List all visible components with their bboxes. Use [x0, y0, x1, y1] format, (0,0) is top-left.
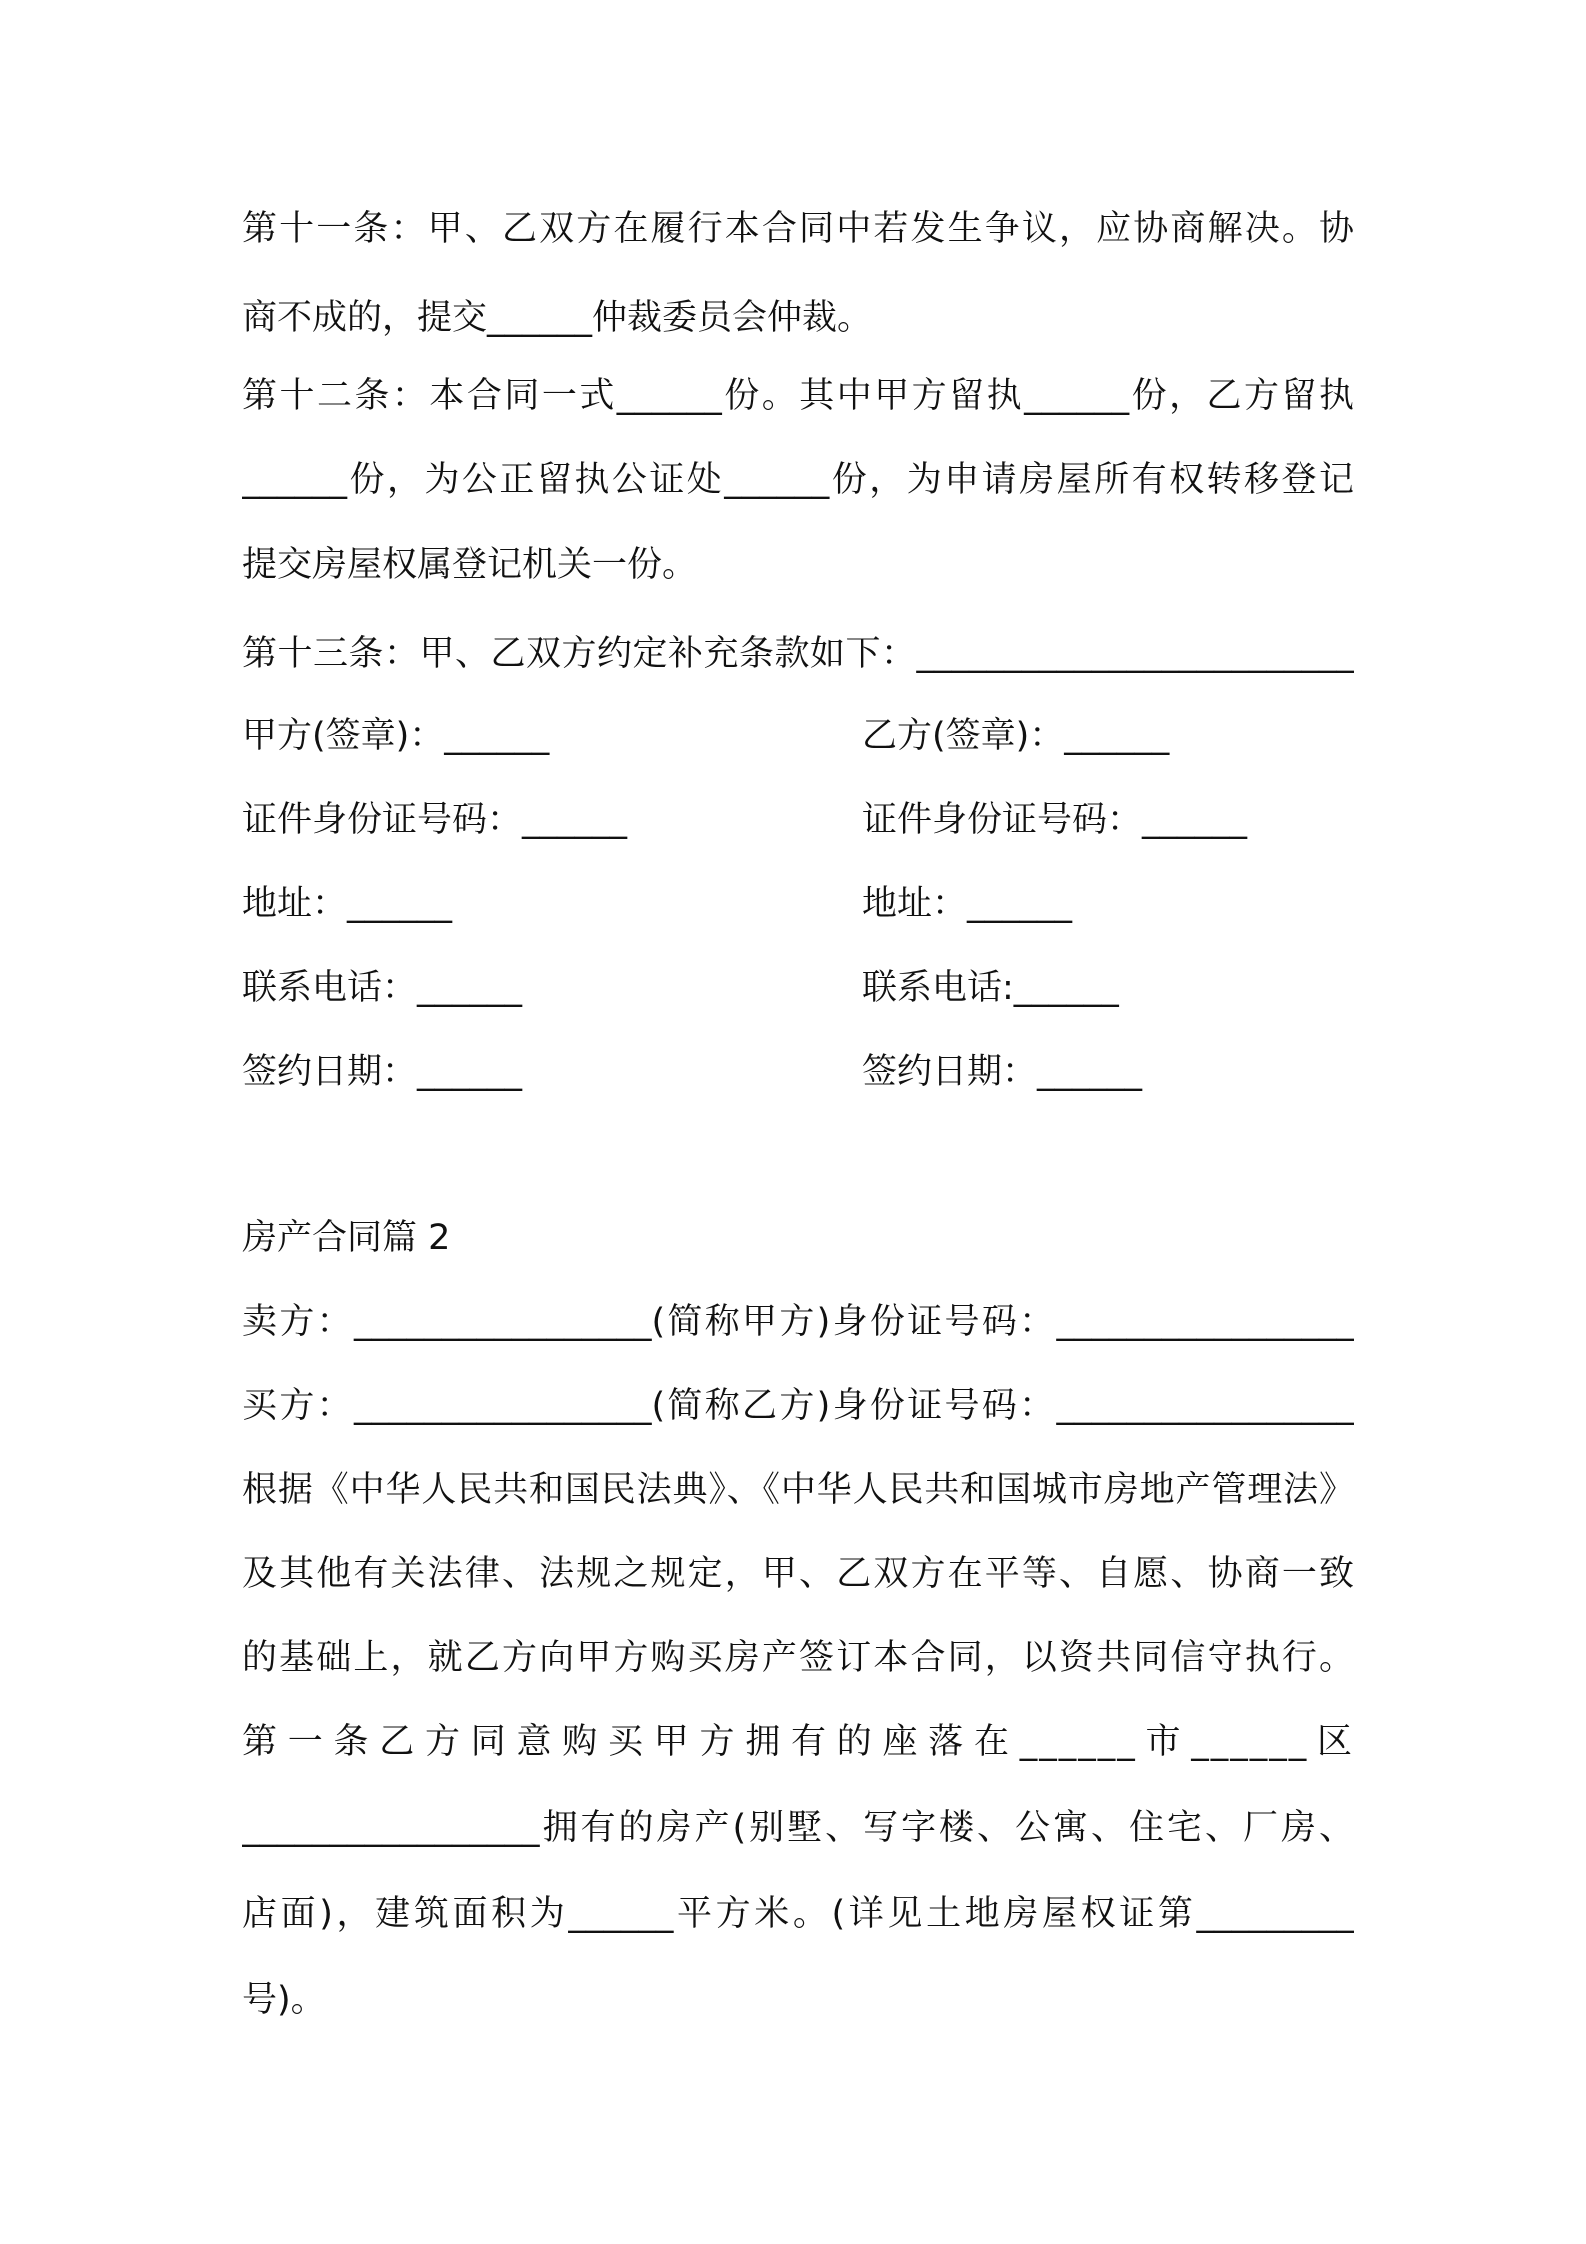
- article-1-line-3: 店面)，建筑面积为______平方米。(详见土地房屋权证第_________: [242, 1894, 1354, 1934]
- party-a-date: 签约日期：______: [242, 1052, 523, 1092]
- party-a-seal: 甲方(签章)：______: [242, 716, 550, 756]
- article-12-line-3: 提交房屋权属登记机关一份。: [242, 545, 698, 585]
- preamble-line-2: 及其他有关法律、法规之规定，甲、乙双方在平等、自愿、协商一致: [242, 1554, 1354, 1594]
- buyer-line: 买方：_________________(简称乙方)身份证号码：_________________: [242, 1386, 1354, 1426]
- signature-row-id: [242, 796, 1354, 844]
- signature-row-seal: [242, 712, 1354, 760]
- article-12-line-1: 第十二条：本合同一式______份。其中甲方留执______份，乙方留执: [242, 376, 1354, 416]
- signature-row-address: [242, 880, 1354, 928]
- article-1-line-2: _________________拥有的房产(别墅、写字楼、公寓、住宅、厂房、: [242, 1808, 1354, 1848]
- party-a-phone: 联系电话：______: [242, 968, 523, 1008]
- party-b-seal: 乙方(签章)：______: [862, 716, 1170, 756]
- article-1-line-4: 号)。: [242, 1980, 326, 2020]
- party-b-date: 签约日期：______: [862, 1052, 1143, 1092]
- article-11-line-2: 商不成的，提交______仲裁委员会仲裁。: [242, 298, 873, 338]
- article-13-line-1: 第十三条：甲、乙双方约定补充条款如下：_________________________: [242, 634, 1354, 674]
- article-12-line-2: ______份，为公正留执公证处______份，为申请房屋所有权转移登记: [242, 460, 1354, 500]
- preamble-line-1: 根据《中华人民共和国民法典》、《中华人民共和国城市房地产管理法》: [242, 1470, 1354, 1510]
- signature-row-phone: [242, 964, 1354, 1012]
- party-b-id: 证件身份证号码：______: [862, 800, 1248, 840]
- section-2-title: 房产合同篇 2: [242, 1218, 451, 1258]
- party-b-address: 地址：______: [862, 884, 1073, 924]
- party-a-id: 证件身份证号码：______: [242, 800, 628, 840]
- preamble-line-3: 的基础上，就乙方向甲方购买房产签订本合同，以资共同信守执行。: [242, 1638, 1354, 1678]
- party-b-phone: 联系电话:______: [862, 968, 1119, 1008]
- article-11-line-1: 第十一条：甲、乙双方在履行本合同中若发生争议，应协商解决。协: [242, 209, 1354, 249]
- signature-row-date: [242, 1048, 1354, 1096]
- document-page: [242, 0, 1354, 2244]
- party-a-address: 地址：______: [242, 884, 453, 924]
- article-1-line-1: 第一条乙方同意购买甲方拥有的座落在______市______区: [242, 1722, 1354, 1762]
- seller-line: 卖方：_________________(简称甲方)身份证号码：_________________: [242, 1302, 1354, 1342]
